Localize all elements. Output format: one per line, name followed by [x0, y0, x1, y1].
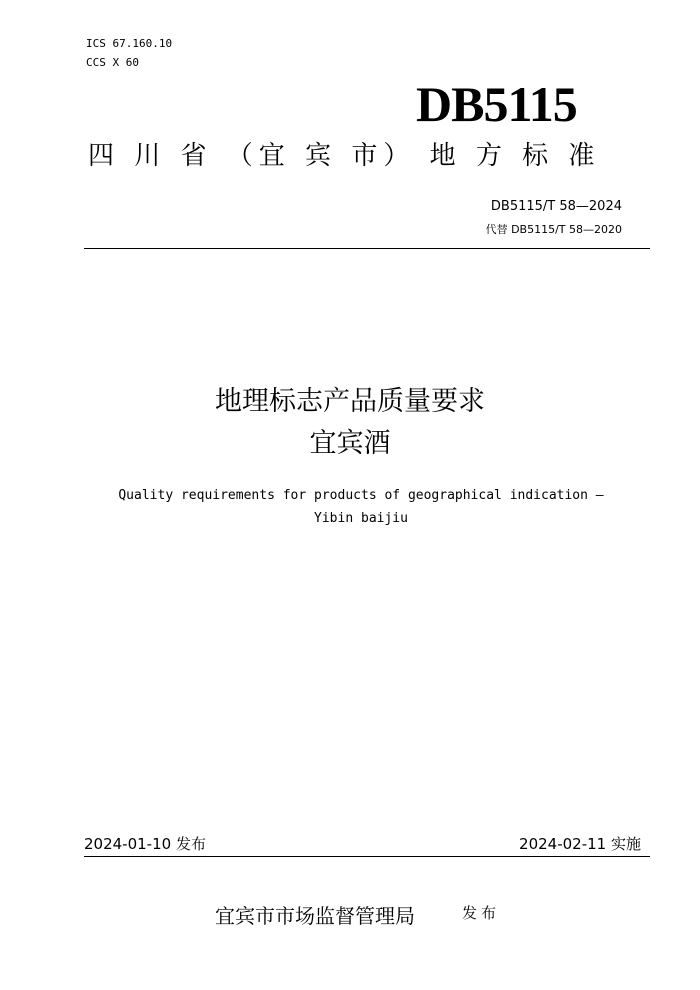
implementation-date: 2024-02-11 实施: [519, 835, 641, 853]
ccs-code: CCS X 60: [86, 56, 139, 69]
standard-type-heading: 四 川 省 （宜 宾 市） 地 方 标 准: [88, 141, 601, 171]
replaces-standard: 代替 DB5115/T 58—2020: [485, 223, 622, 236]
ics-code: ICS 67.160.10: [86, 37, 173, 50]
document-subtitle-cn: 宜宾酒: [309, 428, 391, 459]
issue-date: 2024-01-10 发布: [84, 835, 206, 853]
document-title-en-line1: Quality requirements for products of geographical indication —: [118, 488, 604, 503]
issuing-authority: 宜宾市市场监督管理局: [215, 904, 415, 928]
footer-divider: [84, 856, 650, 857]
issue-label: 发布: [462, 904, 501, 922]
document-title-cn: 地理标志产品质量要求: [215, 386, 485, 417]
standard-logo: DB5115: [416, 76, 577, 132]
header-divider: [84, 248, 650, 249]
standard-number: DB5115/T 58—2024: [490, 199, 622, 214]
document-title-en-line2: Yibin baijiu: [314, 511, 408, 526]
